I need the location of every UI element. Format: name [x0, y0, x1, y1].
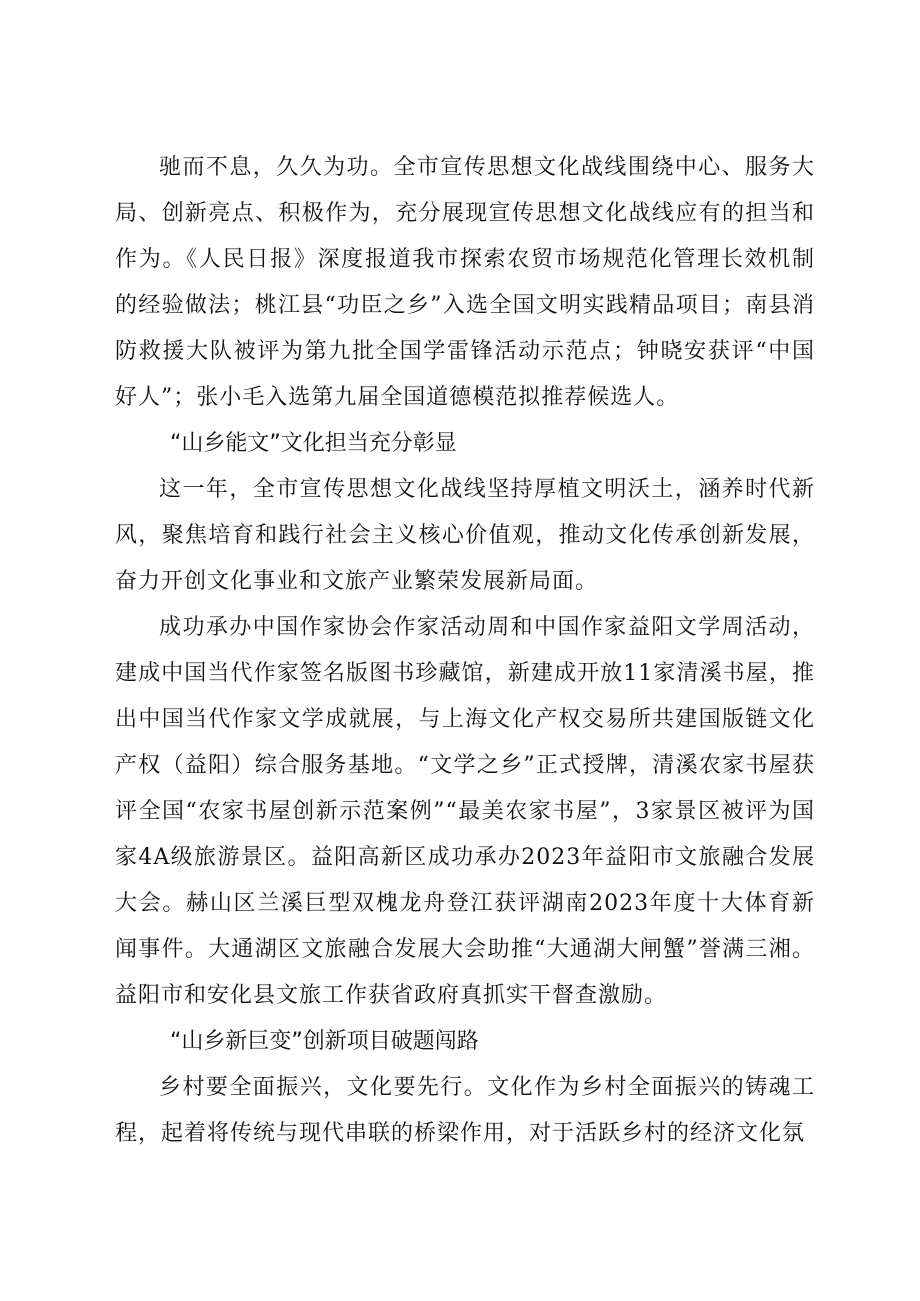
document-body [115, 145, 815, 1157]
section-heading-innovation: “山乡新巨变”创新项目破题闯路 [170, 1029, 479, 1054]
paragraph-literature-tourism: 成功承办中国作家协会作家活动周和中国作家益阳文学周活动，建成中国当代作家签名版图书珍藏馆，新建成开放11家清溪书屋，推出中国当代作家文学成就展，与上海文化产权交易所共建国版链文化产权（益阳）综合服务基地。“文学之乡”正式授牌，清溪农家书屋获评全国“农家书屋创新示范案例”“最美农家书屋”，3家景区被评为国家4A级旅游景区。益阳高新区成功承办2023年益阳市文旅融合发展大会。赫山区兰溪巨型双槐龙舟登江获评湖南2023年度十大体育新闻事件。大通湖区文旅融合发展大会助推“大通湖大闸蟹”誉满三湘。益阳市和安化县文旅工作获省政府真抓实干督查激励。 [115, 615, 815, 1008]
paragraph-achievements: 驰而不息，久久为功。全市宣传思想文化战线围绕中心、服务大局、创新亮点、积极作为，充分展现宣传思想文化战线应有的担当和作为。《人民日报》深度报道我市探索农贸市场规范化管理长效机制的经验做法；桃江县“功臣之乡”入选全国文明实践精品项目；南县消防救援大队被评为第九批全国学雷锋活动示范点；钟晓安获评“中国好人”；张小毛入选第九届全国道德模范拟推荐候选人。 [115, 155, 815, 410]
section-heading-culture: “山乡能文”文化担当充分彰显 [170, 431, 457, 456]
paragraph-year-summary: 这一年，全市宣传思想文化战线坚持厚植文明沃土，涵养时代新风，聚焦培育和践行社会主义核心价值观，推动文化传承创新发展，奋力开创文化事业和文旅产业繁荣发展新局面。 [115, 477, 815, 594]
paragraph-rural-revitalization: 乡村要全面振兴，文化要先行。文化作为乡村全面振兴的铸魂工程，起着将传统与现代串联的桥梁作用，对于活跃乡村的经济文化氛 [115, 1075, 815, 1146]
